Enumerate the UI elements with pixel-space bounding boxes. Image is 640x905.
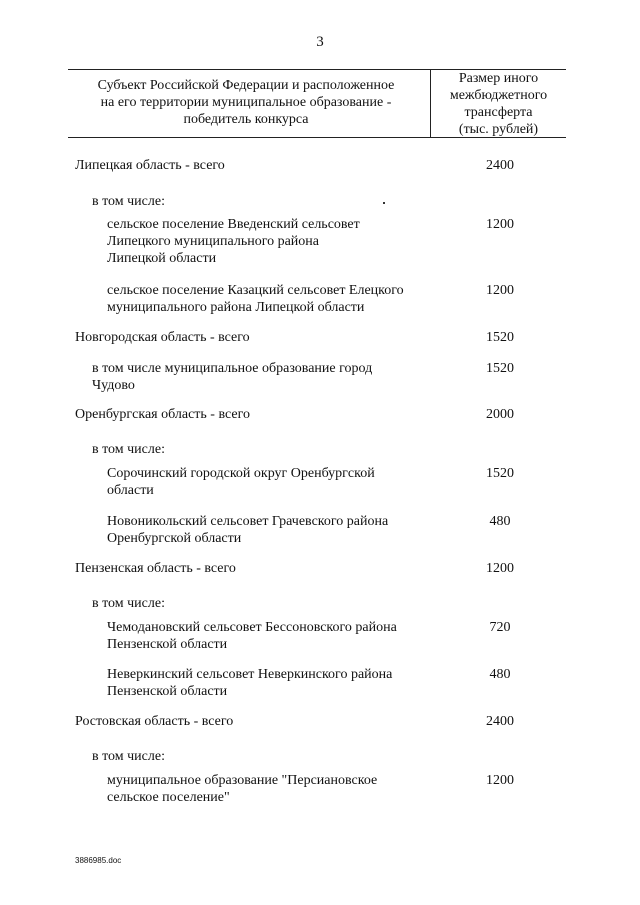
region-row-penza [75, 560, 236, 577]
subheading-row [92, 193, 165, 210]
row-value: 1200 [486, 773, 514, 788]
subject-column-header: Субъект Российской Федерации и расположенное на его территории муниципальное образование - победитель конкурса [97, 78, 395, 127]
row-text: Ростовская область - всего [75, 714, 234, 729]
municipality-row [107, 216, 360, 267]
amount-column-header: Размер иного межбюджетного трансферта (тыс. рублей) [449, 71, 548, 137]
row-value: 2000 [486, 407, 514, 422]
row-value: 1520 [486, 466, 514, 481]
row-value: 480 [489, 514, 511, 529]
region-row-orenburg [75, 406, 250, 423]
row-text: сельское поселение Казацкий сельсовет Елецкого муниципального района Липецкой области [107, 283, 404, 315]
region-row-novgorod [75, 329, 250, 346]
subheading-row [92, 748, 165, 765]
region-row-lipetsk [75, 157, 225, 174]
row-value: 480 [489, 667, 511, 682]
row-text: Новоникольский сельсовет Грачевского района Оренбургской области [107, 514, 389, 546]
row-text: Неверкинский сельсовет Неверкинского района Пензенской области [107, 667, 393, 699]
row-text: Оренбургская область - всего [75, 407, 250, 422]
row-text: муниципальное образование "Персиановское сельское поселение" [107, 773, 378, 805]
row-text: Пензенская область - всего [75, 561, 236, 576]
row-text: Липецкая область - всего [75, 158, 225, 173]
page-number: 3 [316, 34, 324, 50]
row-text: Чемодановский сельсовет Бессоновского района Пензенской области [107, 620, 397, 652]
row-value: 1200 [486, 217, 514, 232]
row-text: в том числе: [92, 749, 165, 764]
municipality-row [107, 513, 388, 547]
subheading-row [92, 441, 165, 458]
document-filename: 3886985.doc [75, 856, 122, 865]
row-text: Сорочинский городской округ Оренбургской области [107, 466, 375, 498]
row-value: 1200 [486, 561, 514, 576]
row-value: 1520 [486, 330, 514, 345]
row-text: в том числе муниципальное образование город Чудово [92, 361, 373, 393]
row-text: в том числе: [92, 194, 165, 209]
table-header [68, 69, 566, 138]
municipality-row [107, 772, 377, 806]
stray-mark [383, 202, 385, 204]
row-value: 720 [489, 620, 511, 635]
row-text: Новгородская область - всего [75, 330, 250, 345]
subheading-row [92, 595, 165, 612]
municipality-row [107, 619, 397, 653]
region-row-rostov [75, 713, 233, 730]
row-value: 1520 [486, 361, 514, 376]
municipality-row [107, 666, 392, 700]
row-text: сельское поселение Введенский сельсовет Липецкого муниципального района Липецкой области [107, 217, 360, 266]
municipality-row [107, 282, 404, 316]
row-value: 1200 [486, 283, 514, 298]
row-value: 2400 [486, 714, 514, 729]
row-text: в том числе: [92, 596, 165, 611]
row-value: 2400 [486, 158, 514, 173]
row-text: в том числе: [92, 442, 165, 457]
municipality-row [107, 465, 375, 499]
municipality-row [92, 360, 372, 394]
